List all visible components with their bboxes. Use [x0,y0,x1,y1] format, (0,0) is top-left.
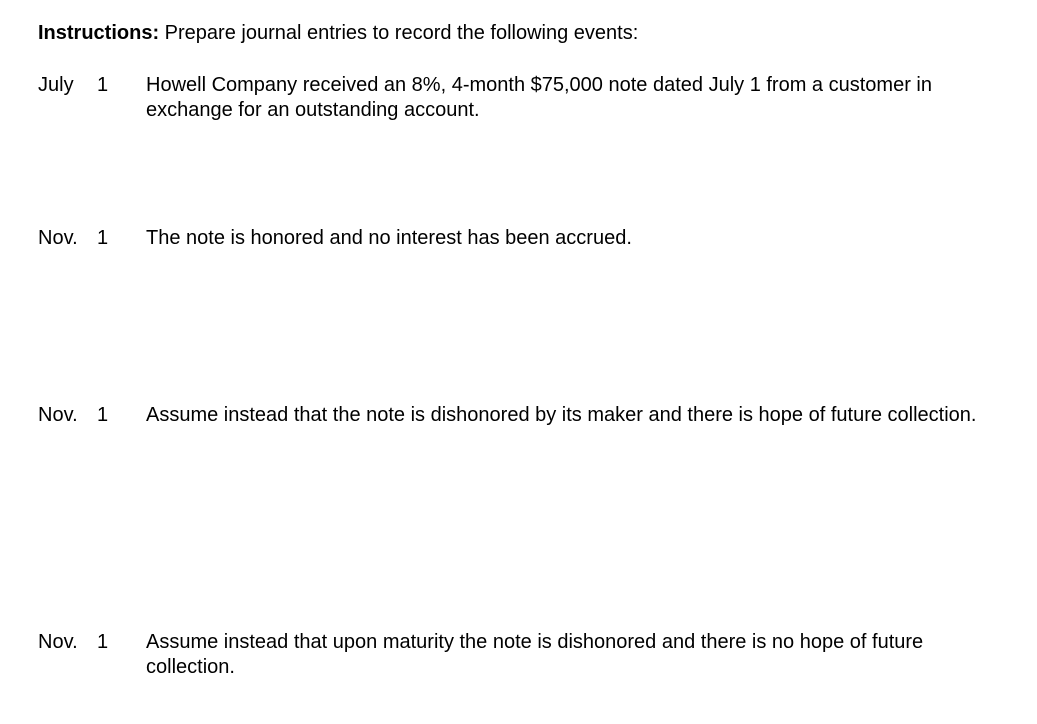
event-day: 1 [97,404,109,426]
event-date [38,630,118,655]
event-description: Howell Company received an 8%, 4-month $75,000 note dated July 1 from a customer in exchange for an outstanding account. [146,74,932,121]
instructions-line [38,21,638,46]
event-month: July [38,74,74,96]
instructions-label: Instructions: [38,22,160,44]
event-day: 1 [97,631,109,653]
event-date [38,226,118,251]
event-date [38,73,118,98]
event-month: Nov. [38,631,78,653]
event-day: 1 [97,227,109,249]
event-month: Nov. [38,404,78,426]
event-description: Assume instead that the note is dishonored by its maker and there is hope of future collection. [146,404,977,426]
event-date [38,403,118,428]
event-description: The note is honored and no interest has been accrued. [146,227,632,249]
event-description: Assume instead that upon maturity the note is dishonored and there is no hope of future collection. [146,631,924,678]
instructions-text: Prepare journal entries to record the following events: [159,22,639,44]
event-month: Nov. [38,227,78,249]
event-day: 1 [97,74,109,96]
